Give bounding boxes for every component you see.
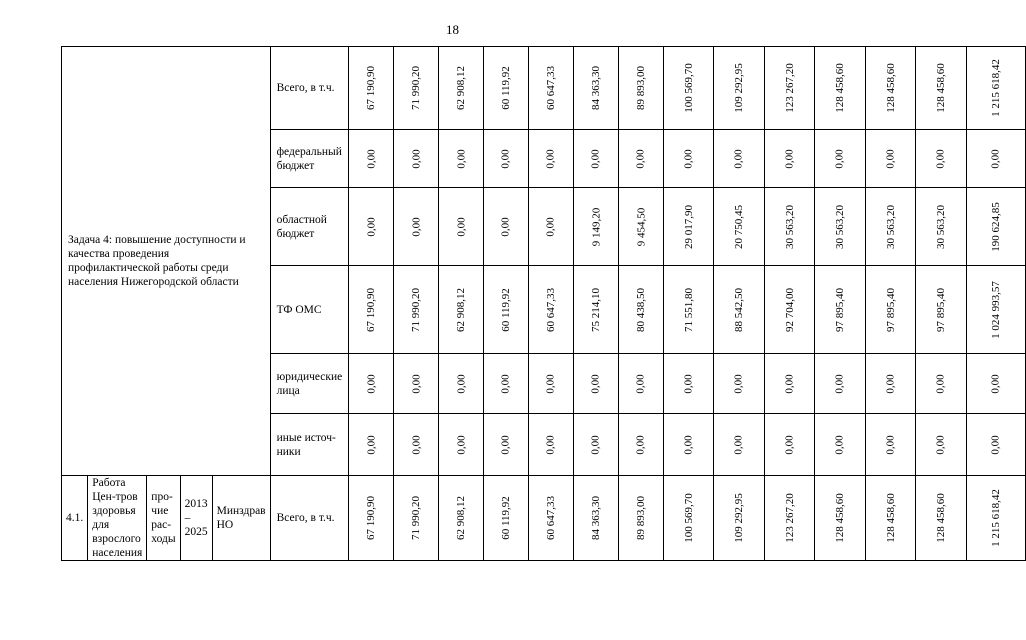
value-cell — [916, 266, 967, 354]
value-cell — [349, 47, 394, 130]
value-text: 60 647,33 — [544, 287, 557, 332]
value-text: 71 990,20 — [410, 496, 423, 540]
value-cell — [439, 476, 484, 561]
value-cell — [573, 266, 618, 354]
value-cell — [439, 354, 484, 414]
value-cell — [439, 47, 484, 130]
value-text: 0,00 — [365, 216, 378, 237]
value-text: 0,00 — [935, 373, 948, 394]
value-cell — [916, 414, 967, 476]
value-cell — [573, 414, 618, 476]
value-cell — [618, 476, 663, 561]
value-cell — [865, 414, 916, 476]
value-cell — [916, 47, 967, 130]
value-text: 0,00 — [365, 148, 378, 169]
value-text: 0,00 — [410, 434, 423, 455]
value-text: 0,00 — [410, 216, 423, 237]
value-text: 97 895,40 — [884, 287, 897, 332]
value-cell — [764, 476, 815, 561]
value-text: 0,00 — [500, 373, 513, 394]
value-cell — [966, 266, 1025, 354]
value-cell — [916, 476, 967, 561]
value-text: 62 908,12 — [455, 287, 468, 332]
value-text: 1 024 993,57 — [989, 280, 1002, 339]
value-text: 123 267,20 — [783, 493, 796, 543]
value-cell — [815, 354, 866, 414]
value-text: 100 569,70 — [682, 63, 695, 113]
value-text: 30 563,20 — [834, 204, 847, 249]
value-cell — [484, 266, 529, 354]
value-text: 128 458,60 — [884, 63, 897, 113]
value-cell — [966, 47, 1025, 130]
value-cell — [865, 130, 916, 188]
value-cell — [663, 354, 714, 414]
value-text: 0,00 — [410, 148, 423, 169]
value-cell — [714, 130, 765, 188]
value-text: 0,00 — [783, 148, 796, 169]
value-cell — [618, 354, 663, 414]
value-cell — [349, 130, 394, 188]
value-cell — [966, 476, 1025, 561]
value-cell — [865, 354, 916, 414]
value-text: 0,00 — [682, 148, 695, 169]
value-text: 0,00 — [365, 373, 378, 394]
value-text: 89 893,00 — [634, 66, 647, 110]
value-cell — [815, 130, 866, 188]
value-cell — [573, 354, 618, 414]
value-cell — [394, 354, 439, 414]
value-text: 30 563,20 — [884, 204, 897, 249]
value-cell — [815, 266, 866, 354]
value-text: 29 017,90 — [682, 204, 695, 249]
value-cell — [349, 188, 394, 266]
source-label-cell: юридические лица — [270, 354, 349, 414]
value-text: 128 458,60 — [935, 493, 948, 543]
value-cell — [618, 414, 663, 476]
value-text: 0,00 — [884, 373, 897, 394]
value-cell — [764, 47, 815, 130]
value-cell — [663, 47, 714, 130]
value-text: 0,00 — [682, 434, 695, 455]
value-cell — [349, 414, 394, 476]
value-text: 0,00 — [410, 373, 423, 394]
value-text: 0,00 — [834, 148, 847, 169]
value-cell — [663, 476, 714, 561]
source-label-cell: иные источ-ники — [270, 414, 349, 476]
value-text: 0,00 — [589, 373, 602, 394]
value-cell — [394, 476, 439, 561]
value-cell — [865, 476, 916, 561]
measure-period-cell: 2013 – 2025 — [180, 476, 212, 561]
value-text: 20 750,45 — [733, 204, 746, 249]
value-text: 0,00 — [544, 373, 557, 394]
value-text: 0,00 — [455, 148, 468, 169]
value-text: 123 267,20 — [783, 63, 796, 113]
value-cell — [714, 354, 765, 414]
value-text: 71 551,80 — [682, 287, 695, 332]
value-text: 67 190,90 — [365, 66, 378, 110]
value-text: 60 119,92 — [500, 66, 513, 110]
value-cell — [764, 266, 815, 354]
value-cell — [764, 414, 815, 476]
value-text: 0,00 — [783, 434, 796, 455]
value-text: 60 119,92 — [500, 287, 513, 332]
value-cell — [394, 266, 439, 354]
value-cell — [484, 414, 529, 476]
source-label-cell: Всего, в т.ч. — [270, 476, 349, 561]
value-text: 0,00 — [935, 148, 948, 169]
value-cell — [349, 354, 394, 414]
value-cell — [815, 188, 866, 266]
value-cell — [439, 130, 484, 188]
value-cell — [573, 47, 618, 130]
value-cell — [815, 47, 866, 130]
value-text: 0,00 — [989, 373, 1002, 394]
value-text: 190 624,85 — [989, 201, 1002, 252]
value-cell — [484, 354, 529, 414]
value-cell — [394, 130, 439, 188]
value-text: 75 214,10 — [589, 287, 602, 332]
value-cell — [815, 476, 866, 561]
value-text: 0,00 — [544, 216, 557, 237]
table-row — [62, 47, 1026, 130]
value-text: 30 563,20 — [783, 204, 796, 249]
value-cell — [663, 266, 714, 354]
value-cell — [618, 130, 663, 188]
value-cell — [714, 188, 765, 266]
value-cell — [618, 266, 663, 354]
value-text: 0,00 — [682, 373, 695, 394]
value-text: 0,00 — [834, 434, 847, 455]
value-cell — [916, 130, 967, 188]
value-cell — [484, 47, 529, 130]
value-text: 30 563,20 — [935, 204, 948, 249]
value-cell — [528, 188, 573, 266]
value-cell — [528, 476, 573, 561]
source-label-cell: федеральный бюджет — [270, 130, 349, 188]
measure-number-cell: 4.1. — [62, 476, 88, 561]
value-text: 60 647,33 — [544, 66, 557, 110]
value-text: 0,00 — [884, 148, 897, 169]
value-cell — [528, 414, 573, 476]
value-text: 97 895,40 — [935, 287, 948, 332]
value-text: 62 908,12 — [455, 66, 468, 110]
value-cell — [966, 130, 1025, 188]
budget-table — [61, 46, 1026, 561]
value-text: 71 990,20 — [410, 66, 423, 110]
value-cell — [528, 130, 573, 188]
value-text: 0,00 — [733, 148, 746, 169]
value-text: 71 990,20 — [410, 287, 423, 332]
value-text: 0,00 — [733, 434, 746, 455]
value-cell — [865, 47, 916, 130]
source-label-cell: областной бюджет — [270, 188, 349, 266]
value-text: 0,00 — [935, 434, 948, 455]
value-text: 60 647,33 — [544, 496, 557, 540]
page-number: 18 — [446, 22, 459, 37]
measure-category-cell: про-чие рас-ходы — [147, 476, 180, 561]
value-text: 0,00 — [544, 148, 557, 169]
value-cell — [618, 47, 663, 130]
value-cell — [394, 188, 439, 266]
value-text: 9 149,20 — [589, 207, 602, 246]
value-cell — [714, 47, 765, 130]
value-cell — [764, 130, 815, 188]
value-text: 67 190,90 — [365, 287, 378, 332]
value-cell — [349, 266, 394, 354]
value-text: 0,00 — [834, 373, 847, 394]
value-text: 9 454,50 — [634, 207, 647, 246]
value-cell — [394, 414, 439, 476]
value-text: 0,00 — [455, 434, 468, 455]
value-text: 67 190,90 — [365, 496, 378, 540]
value-cell — [349, 476, 394, 561]
value-cell — [484, 130, 529, 188]
value-text: 60 119,92 — [500, 496, 513, 540]
value-cell — [966, 188, 1025, 266]
value-text: 62 908,12 — [455, 496, 468, 540]
value-cell — [439, 414, 484, 476]
value-text: 0,00 — [544, 434, 557, 455]
value-text: 0,00 — [500, 434, 513, 455]
value-cell — [966, 354, 1025, 414]
value-text: 109 292,95 — [733, 493, 746, 543]
value-text: 128 458,60 — [935, 63, 948, 113]
value-text: 109 292,95 — [733, 63, 746, 113]
value-cell — [439, 188, 484, 266]
value-text: 128 458,60 — [834, 63, 847, 113]
value-text: 128 458,60 — [834, 493, 847, 543]
value-text: 80 438,50 — [634, 287, 647, 332]
value-cell — [714, 476, 765, 561]
value-text: 0,00 — [634, 373, 647, 394]
value-text: 0,00 — [500, 148, 513, 169]
value-text: 1 215 618,42 — [989, 489, 1002, 547]
value-cell — [573, 476, 618, 561]
value-text: 0,00 — [634, 148, 647, 169]
value-cell — [663, 130, 714, 188]
value-text: 0,00 — [589, 148, 602, 169]
task-title-cell: Задача 4: повышение доступности и качества проведения профилактической работы среди населения Нижегородской области — [62, 47, 271, 476]
value-text: 0,00 — [500, 216, 513, 237]
value-cell — [916, 188, 967, 266]
value-cell — [865, 188, 916, 266]
value-text: 89 893,00 — [634, 496, 647, 540]
value-text: 0,00 — [365, 434, 378, 455]
value-text: 0,00 — [455, 216, 468, 237]
value-text: 0,00 — [989, 434, 1002, 455]
value-text: 0,00 — [589, 434, 602, 455]
value-text: 88 542,50 — [733, 287, 746, 332]
value-text: 0,00 — [634, 434, 647, 455]
value-cell — [663, 188, 714, 266]
value-cell — [966, 414, 1025, 476]
table-row-measure — [62, 476, 1026, 561]
value-text: 1 215 618,42 — [989, 59, 1002, 117]
value-text: 92 704,00 — [783, 287, 796, 332]
value-cell — [663, 414, 714, 476]
value-text: 97 895,40 — [834, 287, 847, 332]
value-text: 128 458,60 — [884, 493, 897, 543]
value-cell — [714, 414, 765, 476]
value-cell — [764, 354, 815, 414]
measure-executor-cell: Минздрав НО — [212, 476, 270, 561]
value-cell — [394, 47, 439, 130]
value-text: 100 569,70 — [682, 493, 695, 543]
value-cell — [573, 188, 618, 266]
value-cell — [528, 354, 573, 414]
value-cell — [484, 476, 529, 561]
budget-table-body — [62, 47, 1026, 561]
value-text: 0,00 — [989, 148, 1002, 169]
value-cell — [528, 266, 573, 354]
value-cell — [815, 414, 866, 476]
value-cell — [714, 266, 765, 354]
value-cell — [865, 266, 916, 354]
value-text: 84 363,30 — [589, 496, 602, 540]
measure-name-cell: Работа Цен-тров здоровья для взрослого населения — [88, 476, 147, 561]
value-cell — [484, 188, 529, 266]
value-cell — [618, 188, 663, 266]
value-text: 0,00 — [455, 373, 468, 394]
source-label-cell: Всего, в т.ч. — [270, 47, 349, 130]
value-cell — [573, 130, 618, 188]
value-cell — [439, 266, 484, 354]
value-text: 0,00 — [733, 373, 746, 394]
value-text: 0,00 — [783, 373, 796, 394]
value-cell — [528, 47, 573, 130]
value-cell — [764, 188, 815, 266]
value-cell — [916, 354, 967, 414]
source-label-cell: ТФ ОМС — [270, 266, 349, 354]
value-text: 84 363,30 — [589, 66, 602, 110]
value-text: 0,00 — [884, 434, 897, 455]
